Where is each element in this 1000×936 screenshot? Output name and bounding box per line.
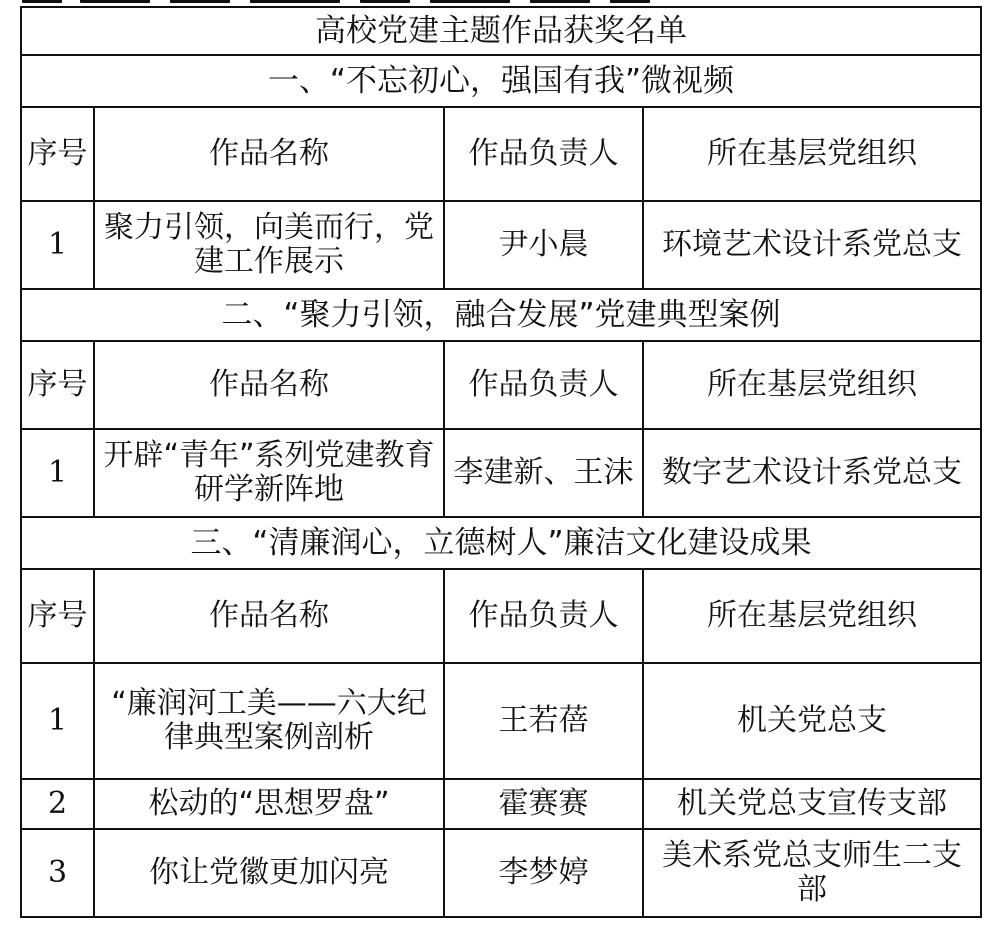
header-name: 作品名称 bbox=[94, 569, 444, 663]
header-org: 所在基层党组织 bbox=[643, 107, 981, 201]
table-row bbox=[21, 829, 981, 917]
cell-seq: 1 bbox=[21, 201, 94, 289]
header-seq: 序号 bbox=[21, 107, 94, 201]
cell-seq: 1 bbox=[21, 429, 94, 517]
header-row bbox=[21, 107, 981, 201]
table-row bbox=[21, 663, 981, 779]
cell-owner: 王若蓓 bbox=[444, 663, 643, 779]
header-org: 所在基层党组织 bbox=[643, 341, 981, 429]
header-row bbox=[21, 341, 981, 429]
cell-name: 你让党徽更加闪亮 bbox=[94, 829, 444, 917]
header-owner: 作品负责人 bbox=[444, 341, 643, 429]
cell-owner: 霍赛赛 bbox=[444, 779, 643, 829]
cell-org: 美术系党总支师生二支部 bbox=[643, 829, 981, 917]
cell-org: 机关党总支 bbox=[643, 663, 981, 779]
header-org: 所在基层党组织 bbox=[643, 569, 981, 663]
cell-name: “廉润河工美——六大纪律典型案例剖析 bbox=[94, 663, 444, 779]
cell-name: 松动的“思想罗盘” bbox=[94, 779, 444, 829]
header-seq: 序号 bbox=[21, 341, 94, 429]
section-heading-2: 二、“聚力引领，融合发展”党建典型案例 bbox=[21, 289, 981, 341]
section-heading-3: 三、“清廉润心，立德树人”廉洁文化建设成果 bbox=[21, 517, 981, 569]
header-name: 作品名称 bbox=[94, 107, 444, 201]
table-row bbox=[21, 779, 981, 829]
header-seq: 序号 bbox=[21, 569, 94, 663]
table-row bbox=[21, 429, 981, 517]
cell-seq: 1 bbox=[21, 663, 94, 779]
cell-seq: 2 bbox=[21, 779, 94, 829]
cell-seq: 3 bbox=[21, 829, 94, 917]
cell-owner: 李梦婷 bbox=[444, 829, 643, 917]
header-row bbox=[21, 569, 981, 663]
header-owner: 作品负责人 bbox=[444, 107, 643, 201]
header-owner: 作品负责人 bbox=[444, 569, 643, 663]
cell-owner: 李建新、王沫 bbox=[444, 429, 643, 517]
cell-owner: 尹小晨 bbox=[444, 201, 643, 289]
award-list-table bbox=[20, 6, 982, 918]
table-title: 高校党建主题作品获奖名单 bbox=[21, 7, 981, 55]
section-heading-1: 一、“不忘初心，强国有我”微视频 bbox=[21, 55, 981, 107]
header-name: 作品名称 bbox=[94, 341, 444, 429]
cell-name: 聚力引领，向美而行，党建工作展示 bbox=[94, 201, 444, 289]
cell-org: 数字艺术设计系党总支 bbox=[643, 429, 981, 517]
cell-org: 机关党总支宣传支部 bbox=[643, 779, 981, 829]
cell-name: 开辟“青年”系列党建教育研学新阵地 bbox=[94, 429, 444, 517]
cell-org: 环境艺术设计系党总支 bbox=[643, 201, 981, 289]
table-row bbox=[21, 201, 981, 289]
